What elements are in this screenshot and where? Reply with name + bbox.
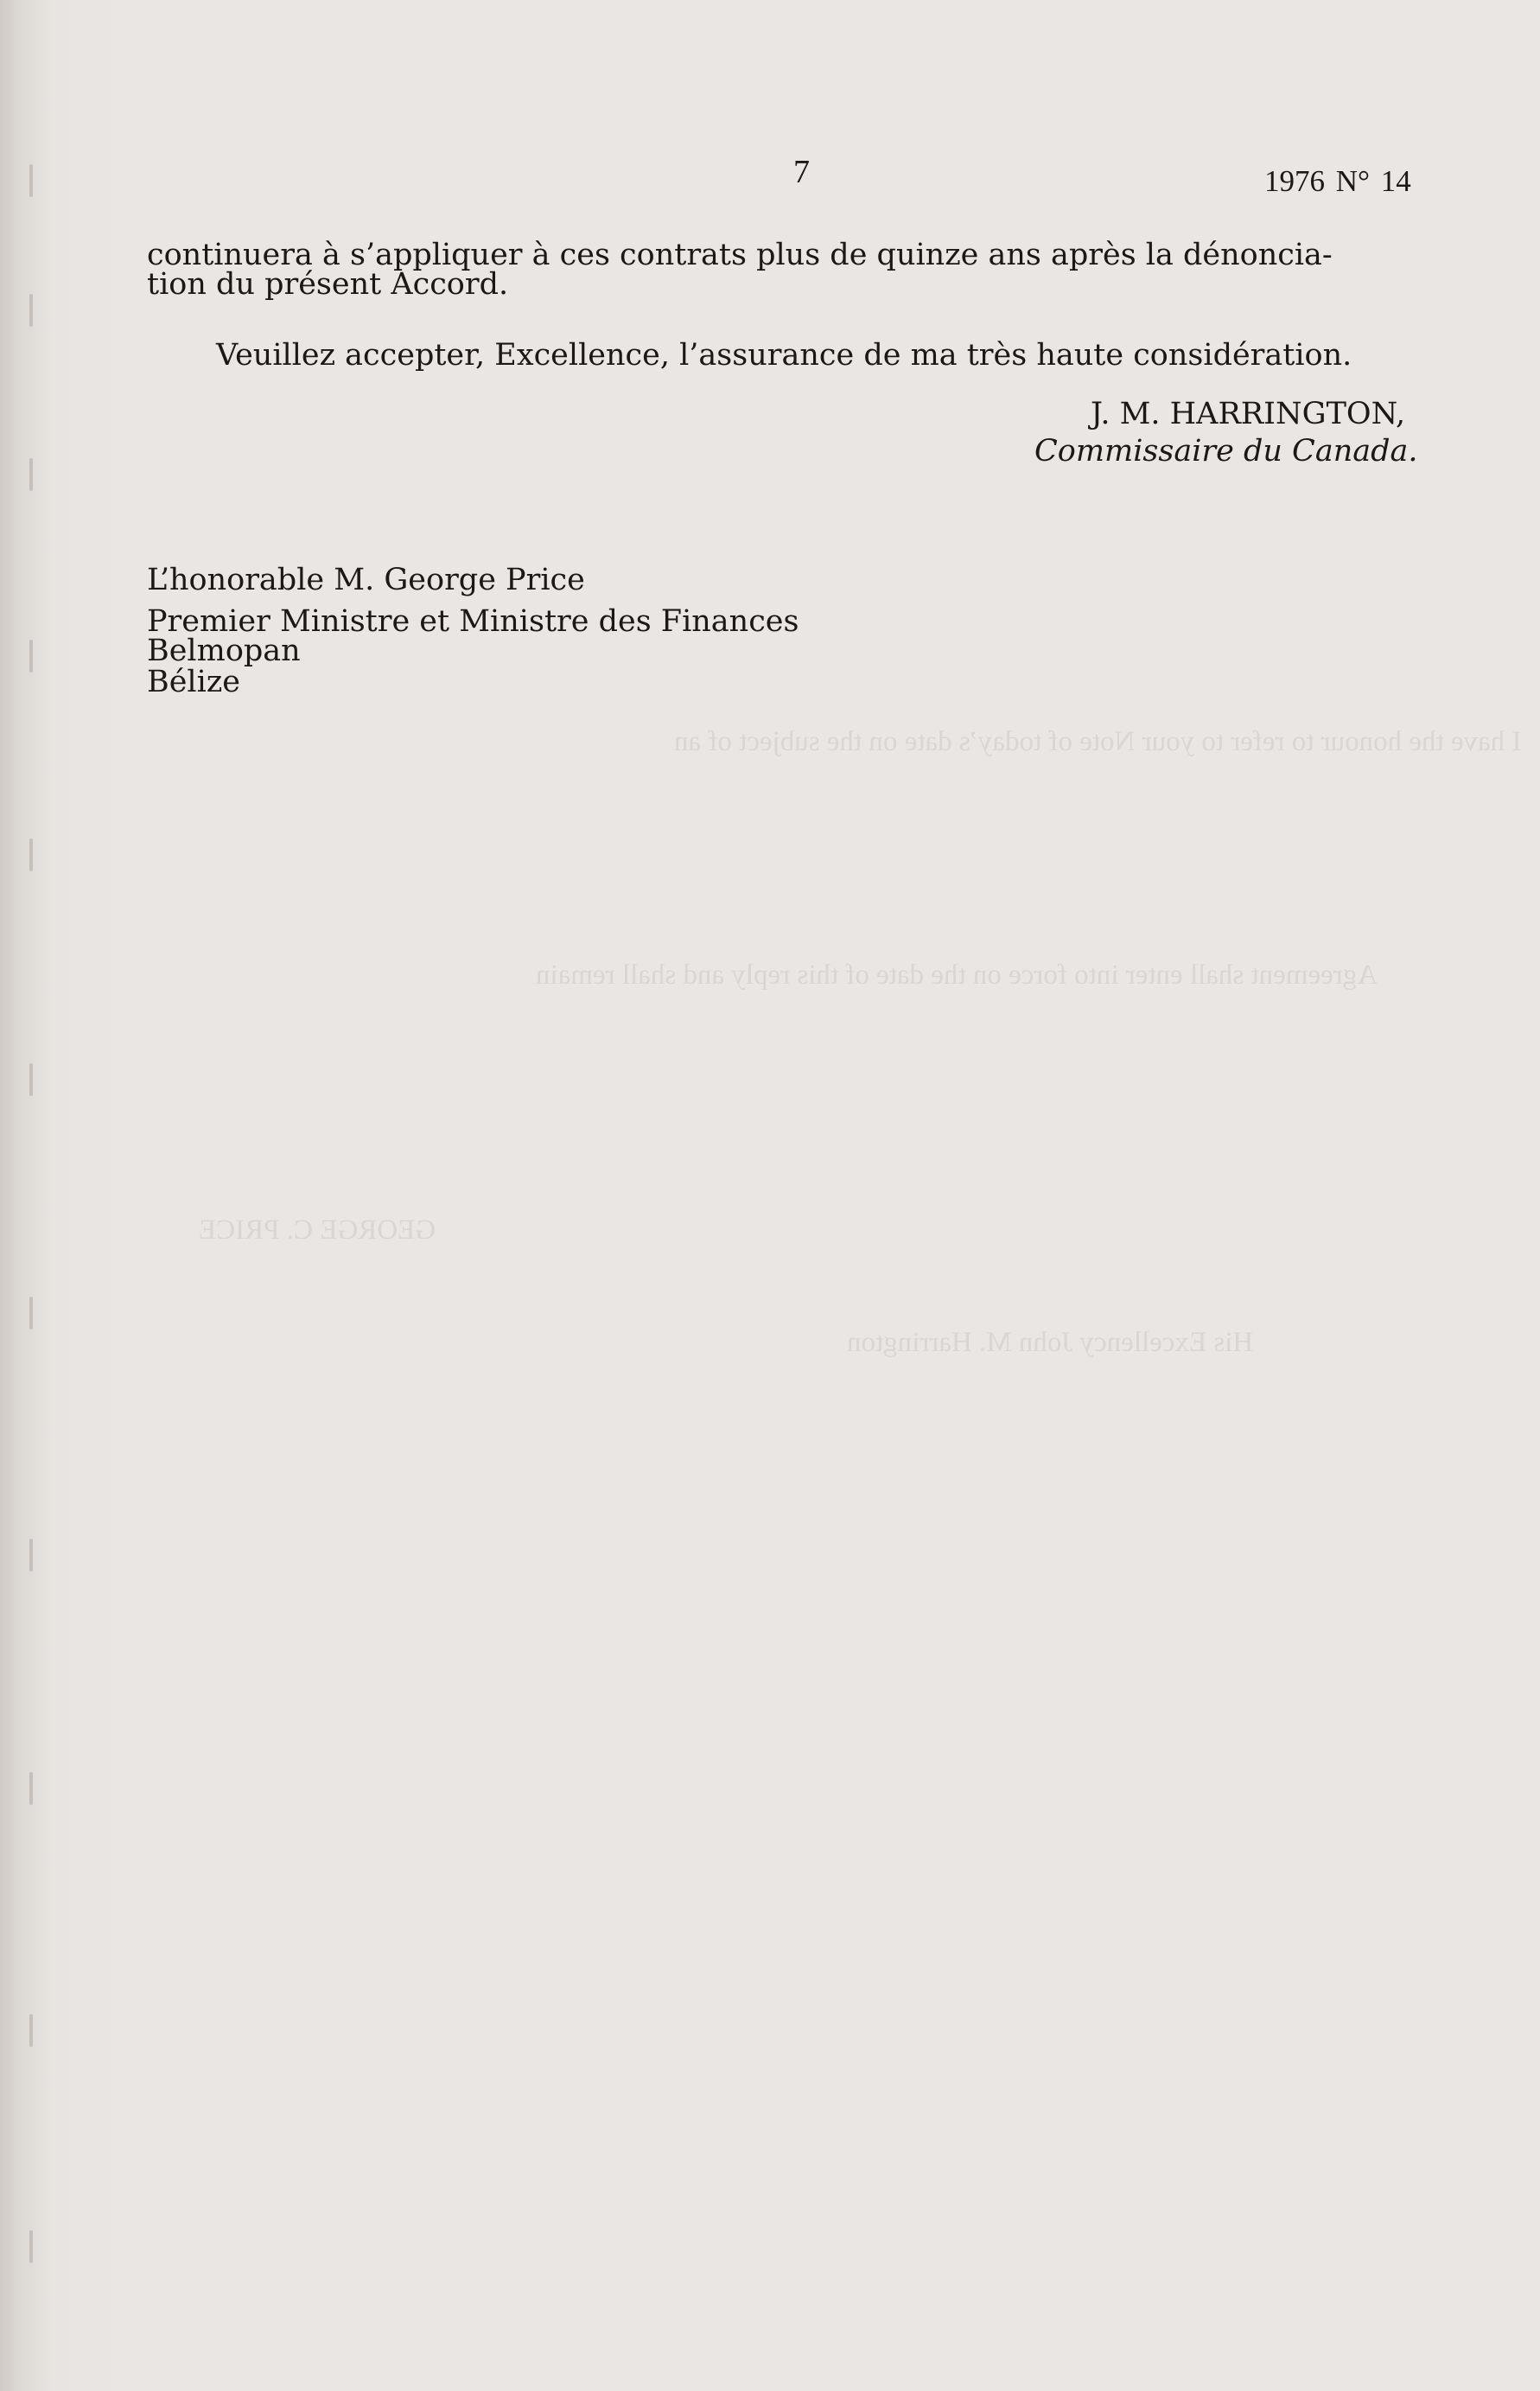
- paragraph-line: tion du présent Accord.: [147, 267, 509, 302]
- document-number: 1976 N° 14: [1264, 164, 1411, 198]
- signatory-title: Commissaire du Canada.: [1034, 434, 1418, 469]
- binding-stitch: [29, 2230, 33, 2263]
- addressee-name: L’honorable M. George Price: [147, 563, 585, 597]
- bleed-through-text: I have the honour to refer to your Note of today’s date on the subject of an: [674, 726, 1522, 757]
- bleed-through-text: Agreement shall enter into force on the date of this reply and shall remain: [536, 960, 1378, 991]
- binding-stitch: [29, 1772, 33, 1805]
- signatory-name: J. M. HARRINGTON,: [1091, 397, 1406, 431]
- binding-stitch: [29, 1063, 33, 1096]
- binding-stitch: [29, 1539, 33, 1572]
- addressee-city: Belmopan: [147, 634, 301, 668]
- binding-stitch: [29, 1297, 33, 1329]
- bleed-through-text: GEORGE C. PRICE: [199, 1215, 436, 1246]
- bleed-through-text: His Excellency John M. Harrington: [847, 1327, 1254, 1358]
- binding-stitch: [29, 164, 33, 197]
- binding-stitch: [29, 458, 33, 491]
- addressee-country: Bélize: [147, 665, 240, 699]
- binding-stitch: [29, 294, 33, 327]
- addressee-position: Premier Ministre et Ministre des Finances: [147, 604, 799, 639]
- paragraph-line: continuera à s’appliquer à ces contrats plus de quinze ans après la dénoncia-: [147, 238, 1333, 272]
- page-binding: [26, 130, 38, 2308]
- binding-stitch: [29, 2014, 33, 2047]
- closing-paragraph: Veuillez accepter, Excellence, l’assurance de ma très haute considération.: [216, 338, 1352, 373]
- page-number: 7: [793, 154, 810, 190]
- binding-stitch: [29, 640, 33, 673]
- binding-stitch: [29, 838, 33, 871]
